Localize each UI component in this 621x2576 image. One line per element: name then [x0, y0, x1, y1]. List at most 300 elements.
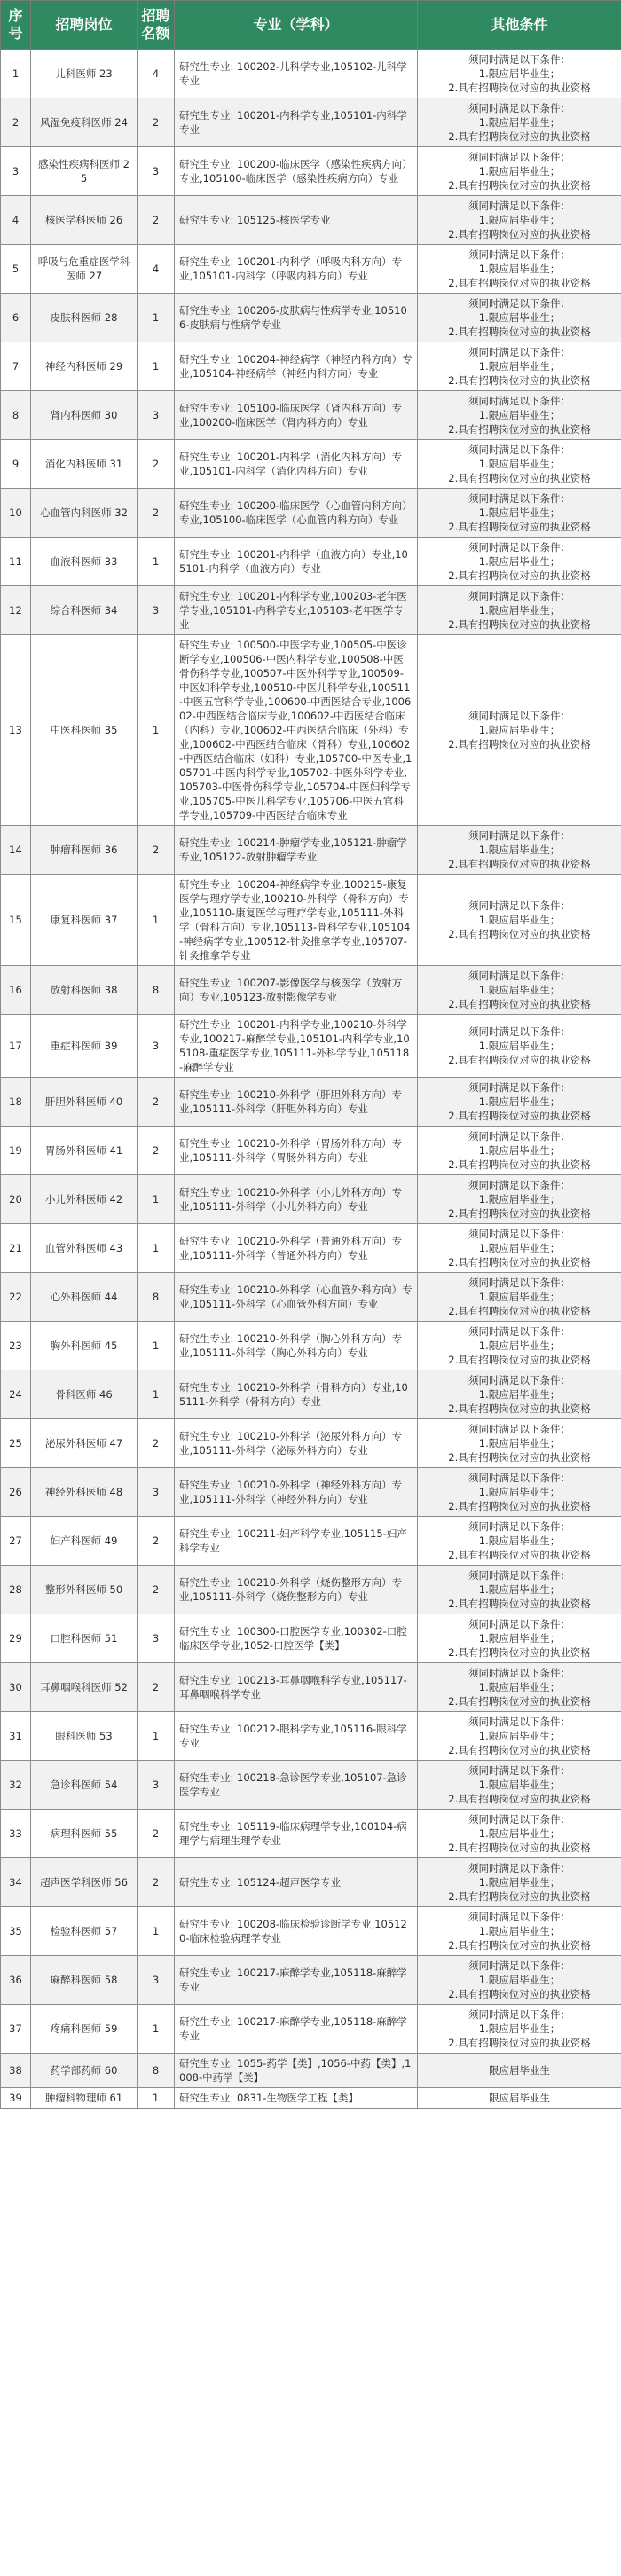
- row-conditions: [418, 1273, 621, 1322]
- row-conditions: [418, 635, 621, 826]
- condition-line: 2.具有招聘岗位对应的执业资格: [448, 1354, 591, 1366]
- table-row: [1, 1907, 621, 1956]
- row-conditions: [418, 294, 621, 342]
- condition-line: 2.具有招聘岗位对应的执业资格: [448, 1110, 591, 1122]
- condition-line: 2.具有招聘岗位对应的执业资格: [448, 1256, 591, 1268]
- row-position: 核医学科医师 26: [31, 196, 138, 245]
- table-row: [1, 1468, 621, 1517]
- condition-line: 须同时满足以下条件：: [468, 829, 570, 842]
- condition-line: 1.限应届毕业生；: [478, 1974, 561, 1986]
- condition-line: 须同时满足以下条件：: [468, 151, 570, 163]
- condition-line: 2.具有招聘岗位对应的执业资格: [448, 423, 591, 436]
- row-position: 药学部药师 60: [31, 2054, 138, 2088]
- row-position: 呼吸与危重症医学科医师 27: [31, 245, 138, 294]
- row-conditions: [418, 966, 621, 1015]
- condition-line: 2.具有招聘岗位对应的执业资格: [448, 2037, 591, 2049]
- row-count: 2: [138, 1517, 175, 1566]
- row-conditions: [418, 1663, 621, 1712]
- row-count: 8: [138, 966, 175, 1015]
- row-count: 2: [138, 1858, 175, 1907]
- row-major: 研究生专业: 100201-内科学专业,100210-外科学专业,100217-麻醉学专业,105101-内科学专业,105108-重症医学专业,105111-外科学专业,105118-麻醉学专业: [175, 1015, 418, 1078]
- row-position: 口腔科医师 51: [31, 1614, 138, 1663]
- condition-line: 须同时满足以下条件：: [468, 53, 570, 66]
- condition-line: 2.具有招聘岗位对应的执业资格: [448, 1842, 591, 1854]
- condition-line: 须同时满足以下条件：: [468, 444, 570, 456]
- row-conditions: [418, 586, 621, 635]
- row-count: 2: [138, 196, 175, 245]
- table-row: [1, 342, 621, 391]
- row-major: 研究生专业: 0831-生物医学工程【类】: [175, 2088, 418, 2109]
- row-num: 2: [1, 98, 31, 147]
- row-num: 17: [1, 1015, 31, 1078]
- condition-line: 须同时满足以下条件：: [468, 1374, 570, 1386]
- row-position: 消化内科医师 31: [31, 440, 138, 489]
- condition-line: 2.具有招聘岗位对应的执业资格: [448, 998, 591, 1010]
- row-position: 急诊科医师 54: [31, 1761, 138, 1810]
- condition-line: 1.限应届毕业生；: [478, 1040, 561, 1052]
- row-num: 16: [1, 966, 31, 1015]
- condition-line: 1.限应届毕业生；: [478, 263, 561, 275]
- row-position: 麻醉科医师 58: [31, 1956, 138, 2005]
- row-position: 综合科医师 34: [31, 586, 138, 635]
- row-position: 风湿免疫科医师 24: [31, 98, 138, 147]
- condition-line: 须同时满足以下条件：: [468, 1618, 570, 1630]
- condition-line: 2.具有招聘岗位对应的执业资格: [448, 472, 591, 484]
- row-position: 小儿外科医师 42: [31, 1175, 138, 1224]
- row-major: 研究生专业: 1055-药学【类】,1056-中药【类】,1008-中药学【类】: [175, 2054, 418, 2088]
- condition-line: 须同时满足以下条件：: [468, 1716, 570, 1728]
- table-row: [1, 586, 621, 635]
- table-row: [1, 2088, 621, 2109]
- row-num: 38: [1, 2054, 31, 2088]
- row-major: 研究生专业: 100217-麻醉学专业,105118-麻醉学专业: [175, 2005, 418, 2054]
- table-row: [1, 1566, 621, 1614]
- condition-line: 1.限应届毕业生；: [478, 1291, 561, 1303]
- row-position: 泌尿外科医师 47: [31, 1419, 138, 1468]
- row-position: 胸外科医师 45: [31, 1322, 138, 1370]
- condition-line: 1.限应届毕业生；: [478, 1827, 561, 1840]
- row-count: 1: [138, 1175, 175, 1224]
- row-position: 儿科医师 23: [31, 50, 138, 98]
- row-count: 1: [138, 635, 175, 826]
- condition-line: 须同时满足以下条件：: [468, 541, 570, 554]
- table-header-row: [1, 1, 621, 50]
- row-major: 研究生专业: 100211-妇产科学专业,105115-妇产科学专业: [175, 1517, 418, 1566]
- row-num: 25: [1, 1419, 31, 1468]
- condition-line: 须同时满足以下条件：: [468, 1025, 570, 1038]
- table-row: [1, 538, 621, 586]
- row-num: 30: [1, 1663, 31, 1712]
- row-count: 3: [138, 391, 175, 440]
- condition-line: 1.限应届毕业生；: [478, 1437, 561, 1449]
- table-row: [1, 875, 621, 966]
- row-position: 整形外科医师 50: [31, 1566, 138, 1614]
- condition-line: 1.限应届毕业生；: [478, 116, 561, 129]
- condition-line: 1.限应届毕业生；: [478, 1339, 561, 1352]
- row-num: 19: [1, 1127, 31, 1175]
- condition-line: 2.具有招聘岗位对应的执业资格: [448, 1500, 591, 1512]
- condition-line: 须同时满足以下条件：: [468, 492, 570, 505]
- row-count: 2: [138, 1078, 175, 1127]
- condition-line: 1.限应届毕业生；: [478, 311, 561, 324]
- condition-line: 2.具有招聘岗位对应的执业资格: [448, 1793, 591, 1805]
- condition-line: 2.具有招聘岗位对应的执业资格: [448, 277, 591, 289]
- row-num: 27: [1, 1517, 31, 1566]
- row-major: 研究生专业: 100217-麻醉学专业,105118-麻醉学专业: [175, 1956, 418, 2005]
- row-major: 研究生专业: 100300-口腔医学专业,100302-口腔临床医学专业,1052-口腔医学【类】: [175, 1614, 418, 1663]
- row-count: 2: [138, 1810, 175, 1858]
- row-num: 12: [1, 586, 31, 635]
- row-num: 24: [1, 1370, 31, 1419]
- row-count: 2: [138, 489, 175, 538]
- row-major: 研究生专业: 105124-超声医学专业: [175, 1858, 418, 1907]
- row-count: 2: [138, 440, 175, 489]
- condition-line: 须同时满足以下条件：: [468, 970, 570, 982]
- row-major: 研究生专业: 100210-外科学（小儿外科方向）专业,105111-外科学（小儿外科方向）专业: [175, 1175, 418, 1224]
- table-row: [1, 826, 621, 875]
- condition-line: 1.限应届毕业生；: [478, 1779, 561, 1791]
- condition-line: 须同时满足以下条件：: [468, 899, 570, 912]
- row-position: 肿瘤科物理师 61: [31, 2088, 138, 2109]
- row-count: 2: [138, 826, 175, 875]
- row-num: 7: [1, 342, 31, 391]
- table-body: [1, 50, 621, 2109]
- condition-line: 1.限应届毕业生；: [478, 914, 561, 926]
- row-count: 3: [138, 147, 175, 196]
- header-count: 招聘名额: [138, 1, 175, 50]
- row-position: 血管外科医师 43: [31, 1224, 138, 1273]
- row-major: 研究生专业: 100210-外科学（烧伤整形方向）专业,105111-外科学（烧伤整形方向）专业: [175, 1566, 418, 1614]
- condition-line: 须同时满足以下条件：: [468, 1179, 570, 1191]
- condition-line: 须同时满足以下条件：: [468, 590, 570, 602]
- condition-line: 2.具有招聘岗位对应的执业资格: [448, 1158, 591, 1171]
- condition-line: 2.具有招聘岗位对应的执业资格: [448, 1054, 591, 1066]
- row-major: 研究生专业: 100210-外科学（肝胆外科方向）专业,105111-外科学（肝胆外科方向）专业: [175, 1078, 418, 1127]
- row-position: 心外科医师 44: [31, 1273, 138, 1322]
- condition-line: 2.具有招聘岗位对应的执业资格: [448, 374, 591, 387]
- row-position: 心血管内科医师 32: [31, 489, 138, 538]
- condition-line: 须同时满足以下条件：: [468, 1667, 570, 1679]
- table-row: [1, 147, 621, 196]
- table-row: [1, 391, 621, 440]
- row-num: 20: [1, 1175, 31, 1224]
- row-count: 1: [138, 1712, 175, 1761]
- row-num: 8: [1, 391, 31, 440]
- condition-line: 2.具有招聘岗位对应的执业资格: [448, 179, 591, 192]
- condition-line: 1.限应届毕业生；: [478, 1876, 561, 1889]
- row-count: 4: [138, 50, 175, 98]
- row-num: 13: [1, 635, 31, 826]
- row-conditions: [418, 1078, 621, 1127]
- row-position: 胃肠外科医师 41: [31, 1127, 138, 1175]
- condition-line: 2.具有招聘岗位对应的执业资格: [448, 1695, 591, 1708]
- row-count: 1: [138, 1224, 175, 1273]
- condition-line: 须同时满足以下条件：: [468, 1276, 570, 1289]
- condition-line: 须同时满足以下条件：: [468, 1325, 570, 1338]
- condition-line: 须同时满足以下条件：: [468, 200, 570, 212]
- condition-line: 须同时满足以下条件：: [468, 297, 570, 310]
- row-count: 3: [138, 1015, 175, 1078]
- row-position: 感染性疾病科医师 25: [31, 147, 138, 196]
- row-count: 2: [138, 1419, 175, 1468]
- condition-line: 1.限应届毕业生；: [478, 1144, 561, 1157]
- row-position: 放射科医师 38: [31, 966, 138, 1015]
- condition-line: 2.具有招聘岗位对应的执业资格: [448, 1402, 591, 1415]
- condition-line: 2.具有招聘岗位对应的执业资格: [448, 738, 591, 750]
- row-position: 病理科医师 55: [31, 1810, 138, 1858]
- condition-line: 1.限应届毕业生；: [478, 165, 561, 177]
- condition-line: 须同时满足以下条件：: [468, 1130, 570, 1143]
- table-row: [1, 98, 621, 147]
- condition-line: 限应届毕业生: [489, 2092, 550, 2104]
- table-row: [1, 440, 621, 489]
- header-position: 招聘岗位: [31, 1, 138, 50]
- header-major: 专业（学科）: [175, 1, 418, 50]
- table-row: [1, 1175, 621, 1224]
- condition-line: 1.限应届毕业生；: [478, 360, 561, 373]
- condition-line: 2.具有招聘岗位对应的执业资格: [448, 569, 591, 582]
- condition-line: 1.限应届毕业生；: [478, 1730, 561, 1742]
- row-num: 15: [1, 875, 31, 966]
- table-row: [1, 1322, 621, 1370]
- row-conditions: [418, 1810, 621, 1858]
- row-count: 1: [138, 294, 175, 342]
- row-conditions: [418, 391, 621, 440]
- condition-line: 1.限应届毕业生；: [478, 1681, 561, 1693]
- row-count: 2: [138, 1127, 175, 1175]
- row-conditions: [418, 440, 621, 489]
- row-position: 耳鼻咽喉科医师 52: [31, 1663, 138, 1712]
- table-row: [1, 2054, 621, 2088]
- table-row: [1, 294, 621, 342]
- row-major: 研究生专业: 100201-内科学专业,105101-内科学专业: [175, 98, 418, 147]
- row-major: 研究生专业: 100201-内科学（血液方向）专业,105101-内科学（血液方向）专业: [175, 538, 418, 586]
- row-major: 研究生专业: 100212-眼科学专业,105116-眼科学专业: [175, 1712, 418, 1761]
- condition-line: 须同时满足以下条件：: [468, 710, 570, 722]
- condition-line: 2.具有招聘岗位对应的执业资格: [448, 1451, 591, 1464]
- condition-line: 2.具有招聘岗位对应的执业资格: [448, 1598, 591, 1610]
- table-row: [1, 966, 621, 1015]
- row-conditions: [418, 196, 621, 245]
- row-conditions: [418, 1956, 621, 2005]
- row-major: 研究生专业: 100213-耳鼻咽喉科学专业,105117-耳鼻咽喉科学专业: [175, 1663, 418, 1712]
- row-conditions: [418, 1468, 621, 1517]
- row-position: 检验科医师 57: [31, 1907, 138, 1956]
- condition-line: 须同时满足以下条件：: [468, 395, 570, 407]
- row-num: 10: [1, 489, 31, 538]
- row-major: 研究生专业: 100210-外科学（泌尿外科方向）专业,105111-外科学（泌尿外科方向）专业: [175, 1419, 418, 1468]
- row-count: 3: [138, 1614, 175, 1663]
- condition-line: 2.具有招聘岗位对应的执业资格: [448, 858, 591, 870]
- table-row: [1, 1127, 621, 1175]
- row-major: 研究生专业: 100201-内科学（消化内科方向）专业,105101-内科学（消化内科方向）专业: [175, 440, 418, 489]
- table-row: [1, 1273, 621, 1322]
- table-row: [1, 1370, 621, 1419]
- row-major: 研究生专业: 105119-临床病理学专业,100104-病理学与病理生理学专业: [175, 1810, 418, 1858]
- condition-line: 1.限应届毕业生；: [478, 555, 561, 568]
- row-conditions: [418, 1907, 621, 1956]
- row-major: 研究生专业: 100210-外科学（胸心外科方向）专业,105111-外科学（胸心外科方向）专业: [175, 1322, 418, 1370]
- row-conditions: [418, 1127, 621, 1175]
- condition-line: 1.限应届毕业生；: [478, 1632, 561, 1645]
- row-major: 研究生专业: 105100-临床医学（肾内科方向）专业,100200-临床医学（肾内科方向）专业: [175, 391, 418, 440]
- row-num: 36: [1, 1956, 31, 2005]
- condition-line: 2.具有招聘岗位对应的执业资格: [448, 1988, 591, 2000]
- table-row: [1, 635, 621, 826]
- row-num: 1: [1, 50, 31, 98]
- row-count: 3: [138, 1956, 175, 2005]
- row-num: 21: [1, 1224, 31, 1273]
- row-num: 18: [1, 1078, 31, 1127]
- row-count: 2: [138, 98, 175, 147]
- table-row: [1, 1663, 621, 1712]
- row-num: 22: [1, 1273, 31, 1322]
- row-major: 研究生专业: 100207-影像医学与核医学（放射方向）专业,105123-放射影像学专业: [175, 966, 418, 1015]
- row-major: 研究生专业: 100210-外科学（心血管外科方向）专业,105111-外科学（心血管外科方向）专业: [175, 1273, 418, 1322]
- condition-line: 须同时满足以下条件：: [468, 1472, 570, 1484]
- condition-line: 1.限应届毕业生；: [478, 458, 561, 470]
- row-num: 34: [1, 1858, 31, 1907]
- row-count: 1: [138, 538, 175, 586]
- condition-line: 须同时满足以下条件：: [468, 346, 570, 358]
- row-count: 3: [138, 1761, 175, 1810]
- condition-line: 2.具有招聘岗位对应的执业资格: [448, 1549, 591, 1561]
- row-num: 26: [1, 1468, 31, 1517]
- row-conditions: [418, 1858, 621, 1907]
- row-count: 4: [138, 245, 175, 294]
- row-conditions: [418, 1761, 621, 1810]
- condition-line: 须同时满足以下条件：: [468, 2008, 570, 2021]
- row-major: 研究生专业: 100200-临床医学（心血管内科方向）专业,105100-临床医学（心血管内科方向）专业: [175, 489, 418, 538]
- row-num: 35: [1, 1907, 31, 1956]
- condition-line: 1.限应届毕业生；: [478, 1925, 561, 1937]
- condition-line: 1.限应届毕业生；: [478, 604, 561, 617]
- row-conditions: [418, 489, 621, 538]
- condition-line: 2.具有招聘岗位对应的执业资格: [448, 1207, 591, 1220]
- row-conditions: [418, 1322, 621, 1370]
- condition-line: 2.具有招聘岗位对应的执业资格: [448, 1744, 591, 1756]
- row-num: 14: [1, 826, 31, 875]
- table-row: [1, 1078, 621, 1127]
- row-count: 3: [138, 1468, 175, 1517]
- condition-line: 1.限应届毕业生；: [478, 1242, 561, 1254]
- condition-line: 2.具有招聘岗位对应的执业资格: [448, 618, 591, 631]
- row-major: 研究生专业: 100218-急诊医学专业,105107-急诊医学专业: [175, 1761, 418, 1810]
- condition-line: 1.限应届毕业生；: [478, 1096, 561, 1108]
- condition-line: 限应届毕业生: [489, 2064, 550, 2077]
- row-position: 眼科医师 53: [31, 1712, 138, 1761]
- condition-line: 1.限应届毕业生；: [478, 1193, 561, 1206]
- row-position: 骨科医师 46: [31, 1370, 138, 1419]
- row-position: 康复科医师 37: [31, 875, 138, 966]
- row-position: 神经外科医师 48: [31, 1468, 138, 1517]
- row-position: 肝胆外科医师 40: [31, 1078, 138, 1127]
- row-count: 3: [138, 586, 175, 635]
- row-count: 1: [138, 342, 175, 391]
- condition-line: 须同时满足以下条件：: [468, 1862, 570, 1874]
- row-num: 5: [1, 245, 31, 294]
- header-other: 其他条件: [418, 1, 621, 50]
- condition-line: 1.限应届毕业生；: [478, 1486, 561, 1498]
- condition-line: 2.具有招聘岗位对应的执业资格: [448, 326, 591, 338]
- row-count: 8: [138, 2054, 175, 2088]
- row-major: 研究生专业: 100214-肿瘤学专业,105121-肿瘤学专业,105122-放射肿瘤学专业: [175, 826, 418, 875]
- row-num: 3: [1, 147, 31, 196]
- condition-line: 2.具有招聘岗位对应的执业资格: [448, 1646, 591, 1659]
- condition-line: 1.限应届毕业生；: [478, 724, 561, 736]
- condition-line: 1.限应届毕业生；: [478, 2022, 561, 2035]
- row-count: 1: [138, 2088, 175, 2109]
- row-conditions: [418, 826, 621, 875]
- row-conditions: [418, 1517, 621, 1566]
- condition-line: 1.限应届毕业生；: [478, 1388, 561, 1401]
- row-num: 31: [1, 1712, 31, 1761]
- row-position: 肾内科医师 30: [31, 391, 138, 440]
- row-num: 37: [1, 2005, 31, 2054]
- row-count: 1: [138, 1370, 175, 1419]
- table-row: [1, 1810, 621, 1858]
- row-conditions: [418, 1566, 621, 1614]
- row-num: 32: [1, 1761, 31, 1810]
- row-count: 1: [138, 875, 175, 966]
- condition-line: 2.具有招聘岗位对应的执业资格: [448, 521, 591, 533]
- condition-line: 须同时满足以下条件：: [468, 248, 570, 261]
- table-row: [1, 2005, 621, 2054]
- row-conditions: [418, 342, 621, 391]
- row-num: 33: [1, 1810, 31, 1858]
- condition-line: 1.限应届毕业生；: [478, 844, 561, 856]
- table-row: [1, 1712, 621, 1761]
- condition-line: 2.具有招聘岗位对应的执业资格: [448, 1890, 591, 1903]
- condition-line: 1.限应届毕业生；: [478, 409, 561, 421]
- table-row: [1, 1956, 621, 2005]
- table-row: [1, 1858, 621, 1907]
- condition-line: 2.具有招聘岗位对应的执业资格: [448, 82, 591, 94]
- row-conditions: [418, 147, 621, 196]
- condition-line: 须同时满足以下条件：: [468, 1911, 570, 1923]
- row-conditions: [418, 245, 621, 294]
- row-conditions: [418, 2005, 621, 2054]
- row-conditions: [418, 1614, 621, 1663]
- condition-line: 2.具有招聘岗位对应的执业资格: [448, 130, 591, 143]
- table-row: [1, 489, 621, 538]
- row-conditions: [418, 2088, 621, 2109]
- header-num: 序号: [1, 1, 31, 50]
- condition-line: 须同时满足以下条件：: [468, 1423, 570, 1435]
- table-row: [1, 1761, 621, 1810]
- table-row: [1, 50, 621, 98]
- row-count: 2: [138, 1566, 175, 1614]
- condition-line: 1.限应届毕业生；: [478, 1535, 561, 1547]
- condition-line: 2.具有招聘岗位对应的执业资格: [448, 1305, 591, 1317]
- row-conditions: [418, 1370, 621, 1419]
- row-num: 39: [1, 2088, 31, 2109]
- table-row: [1, 1614, 621, 1663]
- condition-line: 2.具有招聘岗位对应的执业资格: [448, 228, 591, 240]
- row-position: 重症科医师 39: [31, 1015, 138, 1078]
- condition-line: 1.限应届毕业生；: [478, 984, 561, 996]
- row-major: 研究生专业: 100210-外科学（骨科方向）专业,105111-外科学（骨科方向）专业: [175, 1370, 418, 1419]
- row-count: 1: [138, 1907, 175, 1956]
- table-row: [1, 1015, 621, 1078]
- row-major: 研究生专业: 100200-临床医学（感染性疾病方向）专业,105100-临床医学（感染性疾病方向）专业: [175, 147, 418, 196]
- row-position: 中医科医师 35: [31, 635, 138, 826]
- row-num: 23: [1, 1322, 31, 1370]
- table-row: [1, 1224, 621, 1273]
- row-position: 血液科医师 33: [31, 538, 138, 586]
- row-major: 研究生专业: 105125-核医学专业: [175, 196, 418, 245]
- row-major: 研究生专业: 100210-外科学（神经外科方向）专业,105111-外科学（神经外科方向）专业: [175, 1468, 418, 1517]
